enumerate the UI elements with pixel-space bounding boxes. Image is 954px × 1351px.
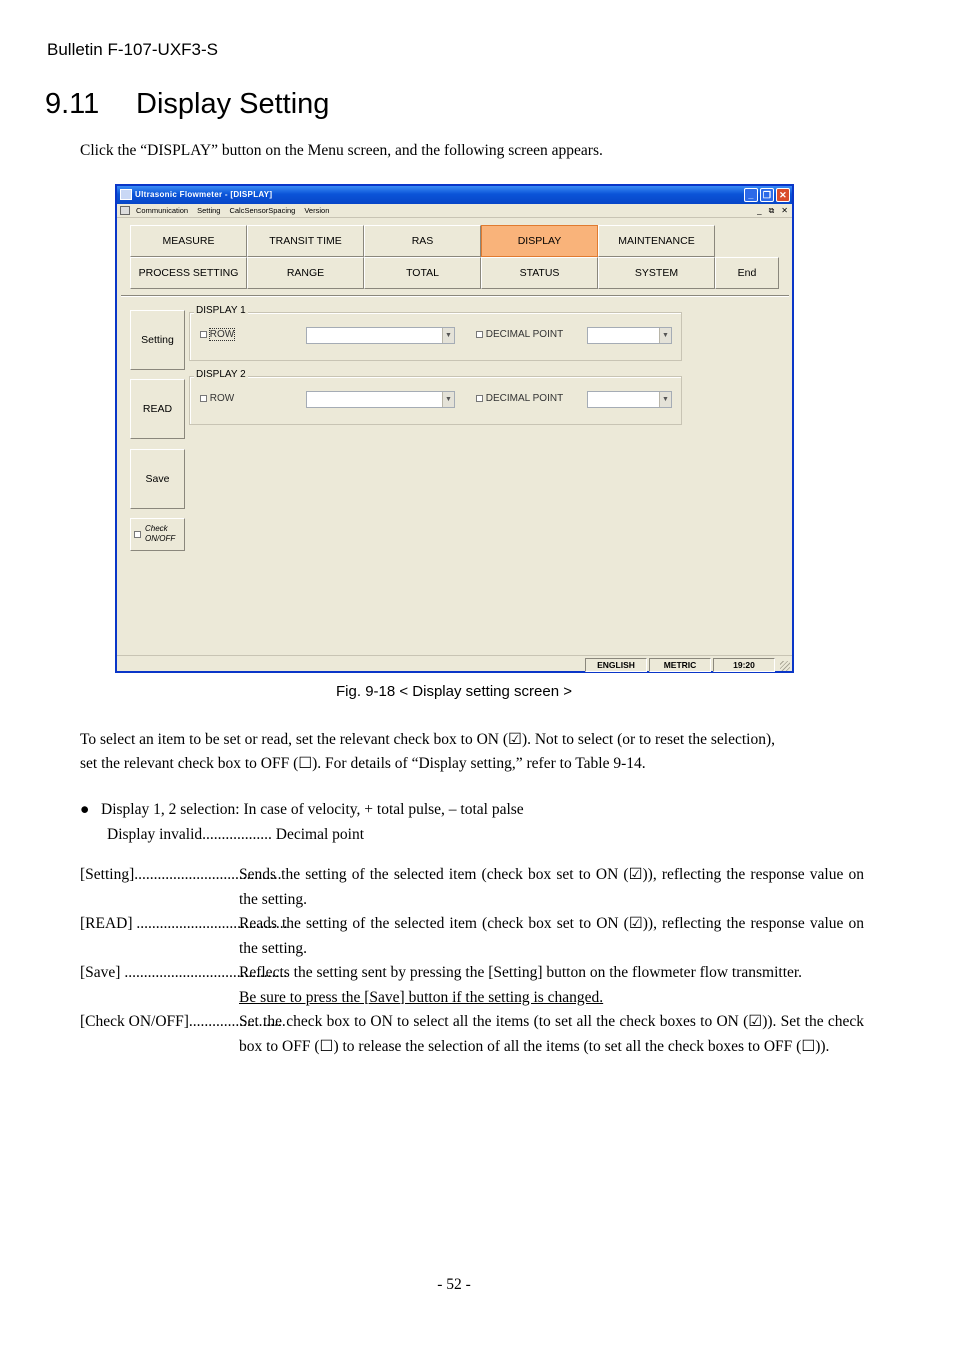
window-controls bbox=[744, 188, 790, 202]
display1-decimal-select[interactable] bbox=[587, 327, 672, 344]
unchecked-box-icon: ☐ bbox=[319, 1037, 334, 1055]
tab-ras[interactable]: RAS bbox=[364, 225, 481, 257]
chevron-down-icon[interactable]: ▼ bbox=[442, 392, 454, 407]
check-onoff-toggle[interactable] bbox=[130, 518, 185, 551]
window-title: Ultrasonic Flowmeter - [DISPLAY] bbox=[135, 190, 273, 199]
maximize-icon[interactable]: ❐ bbox=[760, 188, 774, 202]
status-language: ENGLISH bbox=[585, 658, 647, 672]
display1-label: DISPLAY 1 bbox=[196, 305, 246, 316]
display2-label: DISPLAY 2 bbox=[196, 369, 246, 380]
display2-row-checkbox[interactable] bbox=[200, 395, 207, 402]
onoff-label: ON/OFF bbox=[145, 534, 176, 543]
display2-row-select[interactable] bbox=[306, 391, 455, 408]
child-restore-icon[interactable]: ⧉ bbox=[768, 206, 775, 215]
menu-communication[interactable]: Communication bbox=[136, 206, 189, 215]
display2-row-option[interactable]: ROW bbox=[200, 393, 234, 404]
display1-group bbox=[189, 305, 682, 361]
page-number: - 52 - bbox=[437, 1276, 471, 1293]
tab-maintenance[interactable]: MAINTENANCE bbox=[598, 225, 715, 257]
bullet-icon: ● bbox=[80, 801, 90, 818]
section-number: 9.11 bbox=[45, 88, 100, 120]
save-button[interactable]: Save bbox=[130, 449, 185, 509]
instruction-line-2: set the relevant check box to OFF (☐). For details of “Display setting,” refer to Table 9-14. bbox=[80, 755, 646, 772]
document-icon bbox=[120, 206, 130, 215]
end-button[interactable]: End bbox=[715, 257, 779, 289]
minimize-icon[interactable]: _ bbox=[744, 188, 758, 202]
read-button[interactable]: READ bbox=[130, 379, 185, 439]
display2-decimal-checkbox[interactable] bbox=[476, 395, 483, 402]
menu-calcsensorspacing[interactable]: CalcSensorSpacing bbox=[229, 206, 296, 215]
tab-display[interactable]: DISPLAY bbox=[481, 225, 598, 257]
definition-check-onoff: [Check ON/OFF]......................... Set the check box to ON to select all the items (to set all the check boxes to ON (☑)). Set the check box to OFF (☐) to release the selection of all the items (to set all the check boxes to OFF (☐)). bbox=[80, 1013, 864, 1055]
tab-system[interactable]: SYSTEM bbox=[598, 257, 715, 289]
definition-save: [Save] .......................................... Reflects the setting sent by pressing the [Setting] button on the flowmeter flow transmitter. Be sure to press the [Save] button if the setting is changed. bbox=[80, 964, 803, 1006]
close-icon[interactable]: ✕ bbox=[776, 188, 790, 202]
child-close-icon[interactable]: ✕ bbox=[781, 206, 788, 215]
display1-row-checkbox[interactable] bbox=[200, 331, 207, 338]
tab-total[interactable]: TOTAL bbox=[364, 257, 481, 289]
flowmeter-window bbox=[115, 184, 794, 673]
bullet-line-1: Display 1, 2 selection: In case of velocity, + total pulse, – total palse bbox=[101, 801, 524, 818]
display1-row-option[interactable]: ROW bbox=[200, 329, 234, 340]
checked-box-icon: ☑ bbox=[628, 866, 643, 883]
figure-caption: Fig. 9-18 < Display setting screen > bbox=[336, 683, 572, 700]
bulletin-header: Bulletin F-107-UXF3-S bbox=[47, 40, 219, 59]
checked-box-icon: ☑ bbox=[508, 731, 522, 748]
checked-box-icon: ☑ bbox=[748, 1013, 763, 1030]
divider bbox=[121, 295, 789, 297]
resize-grip-icon[interactable] bbox=[780, 661, 790, 671]
display2-decimal-select[interactable] bbox=[587, 391, 672, 408]
tab-range[interactable]: RANGE bbox=[247, 257, 364, 289]
section-heading bbox=[45, 88, 329, 121]
tab-measure[interactable]: MEASURE bbox=[130, 225, 247, 257]
checked-box-icon: ☑ bbox=[628, 915, 643, 932]
unchecked-box-icon: ☐ bbox=[801, 1037, 816, 1055]
display2-decimal-option[interactable]: DECIMAL POINT bbox=[476, 393, 563, 404]
display2-group bbox=[189, 369, 682, 425]
tab-status[interactable]: STATUS bbox=[481, 257, 598, 289]
menu-setting[interactable]: Setting bbox=[197, 206, 221, 215]
display1-decimal-option[interactable]: DECIMAL POINT bbox=[476, 329, 563, 340]
tab-transit-time[interactable]: TRANSIT TIME bbox=[247, 225, 364, 257]
status-bar bbox=[117, 655, 792, 673]
tab-process-setting[interactable]: PROCESS SETTING bbox=[130, 257, 247, 289]
check-label: Check bbox=[145, 524, 168, 533]
status-units: METRIC bbox=[649, 658, 711, 672]
chevron-down-icon[interactable]: ▼ bbox=[659, 392, 671, 407]
intro-text: Click the “DISPLAY” button on the Menu screen, and the following screen appears. bbox=[80, 142, 603, 159]
child-minimize-icon[interactable]: _ bbox=[757, 206, 762, 215]
save-warning: Be sure to press the [Save] button if the setting is changed. bbox=[239, 988, 604, 1006]
section-title: Display Setting bbox=[136, 88, 330, 120]
bullet-line-2: Display invalid.................. Decimal point bbox=[107, 826, 365, 843]
definition-list bbox=[80, 863, 864, 1059]
instruction-line-1: To select an item to be set or read, set the relevant check box to ON (☑). Not to select (or to reset the selection), bbox=[80, 731, 776, 748]
setting-button[interactable]: Setting bbox=[130, 310, 185, 370]
display1-row-select[interactable] bbox=[306, 327, 455, 344]
display1-decimal-checkbox[interactable] bbox=[476, 331, 483, 338]
menu-version[interactable]: Version bbox=[304, 206, 330, 215]
unchecked-box-icon: ☐ bbox=[298, 755, 313, 772]
status-time: 19:20 bbox=[713, 658, 775, 672]
definition-read: [READ] ....................................... Reads the setting of the selected item (check box set to ON (☑)), reflecting the response value on the setting. bbox=[80, 915, 864, 957]
app-icon bbox=[120, 189, 132, 200]
menu-bar bbox=[117, 204, 792, 218]
bullet-list bbox=[80, 797, 524, 847]
chevron-down-icon[interactable]: ▼ bbox=[659, 328, 671, 343]
chevron-down-icon[interactable]: ▼ bbox=[442, 328, 454, 343]
definition-setting: [Setting]...................................... Sends the setting of the selected item (check box set to ON (☑)), reflecting the response value on the setting. bbox=[80, 866, 864, 908]
window-titlebar bbox=[117, 186, 792, 204]
check-onoff-checkbox[interactable] bbox=[134, 531, 141, 538]
